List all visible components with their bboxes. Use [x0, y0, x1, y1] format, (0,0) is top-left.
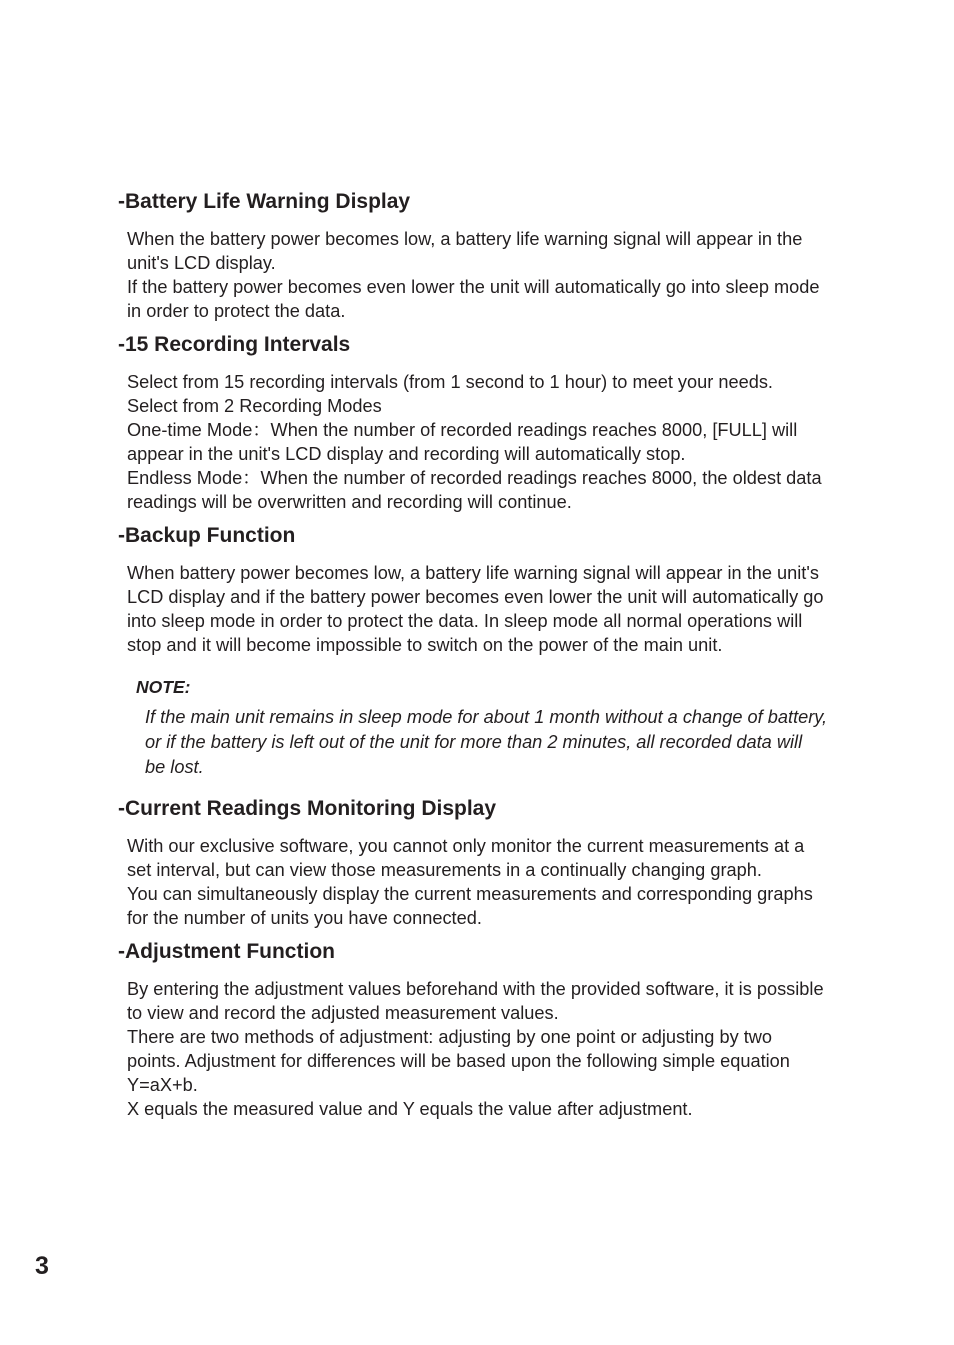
section-heading-battery-warning: -Battery Life Warning Display: [118, 190, 411, 213]
text-line: With our exclusive software, you cannot only monitor the current measurements at a: [127, 836, 805, 856]
text-line: If the battery power becomes even lower the unit will automatically go into sleep mode: [127, 277, 820, 297]
paragraph-monitoring-display: [127, 834, 867, 930]
paragraph-adjustment-function: [127, 977, 867, 1121]
text-line: readings will be overwritten and recording will continue.: [127, 492, 572, 512]
section-heading-backup-function: -Backup Function: [118, 524, 296, 547]
text-line: When battery power becomes low, a battery life warning signal will appear in the unit's: [127, 563, 819, 583]
text-line: for the number of units you have connected.: [127, 908, 482, 928]
note-label: NOTE:: [136, 677, 191, 697]
paragraph-battery-warning: [127, 227, 867, 323]
text-line: Select from 15 recording intervals (from 1 second to 1 hour) to meet your needs.: [127, 372, 773, 392]
text-line: be lost.: [145, 757, 204, 777]
text-line: Endless Mode：When the number of recorded readings reaches 8000, the oldest data: [127, 468, 822, 488]
note-body: [145, 705, 875, 780]
section-heading-monitoring-display: -Current Readings Monitoring Display: [118, 797, 497, 820]
text-line: When the battery power becomes low, a battery life warning signal will appear in the: [127, 229, 803, 249]
text-line: By entering the adjustment values beforehand with the provided software, it is possible: [127, 979, 824, 999]
text-line: or if the battery is left out of the unit for more than 2 minutes, all recorded data will: [145, 732, 803, 752]
text-line: to view and record the adjusted measurement values.: [127, 1003, 559, 1023]
text-line: in order to protect the data.: [127, 301, 346, 321]
text-line: LCD display and if the battery power becomes even lower the unit will automatically go: [127, 587, 824, 607]
section-heading-adjustment-function: -Adjustment Function: [118, 940, 335, 963]
text-line: You can simultaneously display the current measurements and corresponding graphs: [127, 884, 813, 904]
text-line: One-time Mode：When the number of recorded readings reaches 8000, [FULL] will: [127, 420, 798, 440]
text-line: into sleep mode in order to protect the data. In sleep mode all normal operations will: [127, 611, 803, 631]
paragraph-backup-function: [127, 561, 867, 657]
text-line: There are two methods of adjustment: adjusting by one point or adjusting by two: [127, 1027, 773, 1047]
section-heading-recording-intervals: -15 Recording Intervals: [118, 333, 351, 356]
text-line: Y=aX+b.: [127, 1075, 198, 1095]
text-line: set interval, but can view those measurements in a continually changing graph.: [127, 860, 762, 880]
text-line: stop and it will become impossible to switch on the power of the main unit.: [127, 635, 723, 655]
text-line: appear in the unit's LCD display and recording will automatically stop.: [127, 444, 686, 464]
text-line: points. Adjustment for differences will be based upon the following simple equation: [127, 1051, 790, 1071]
text-line: unit's LCD display.: [127, 253, 276, 273]
text-line: Select from 2 Recording Modes: [127, 396, 382, 416]
text-line: If the main unit remains in sleep mode for about 1 month without a change of battery,: [145, 707, 828, 727]
text-line: X equals the measured value and Y equals the value after adjustment.: [127, 1099, 693, 1119]
page-number: 3: [35, 1252, 49, 1280]
paragraph-recording-intervals: [127, 370, 867, 514]
